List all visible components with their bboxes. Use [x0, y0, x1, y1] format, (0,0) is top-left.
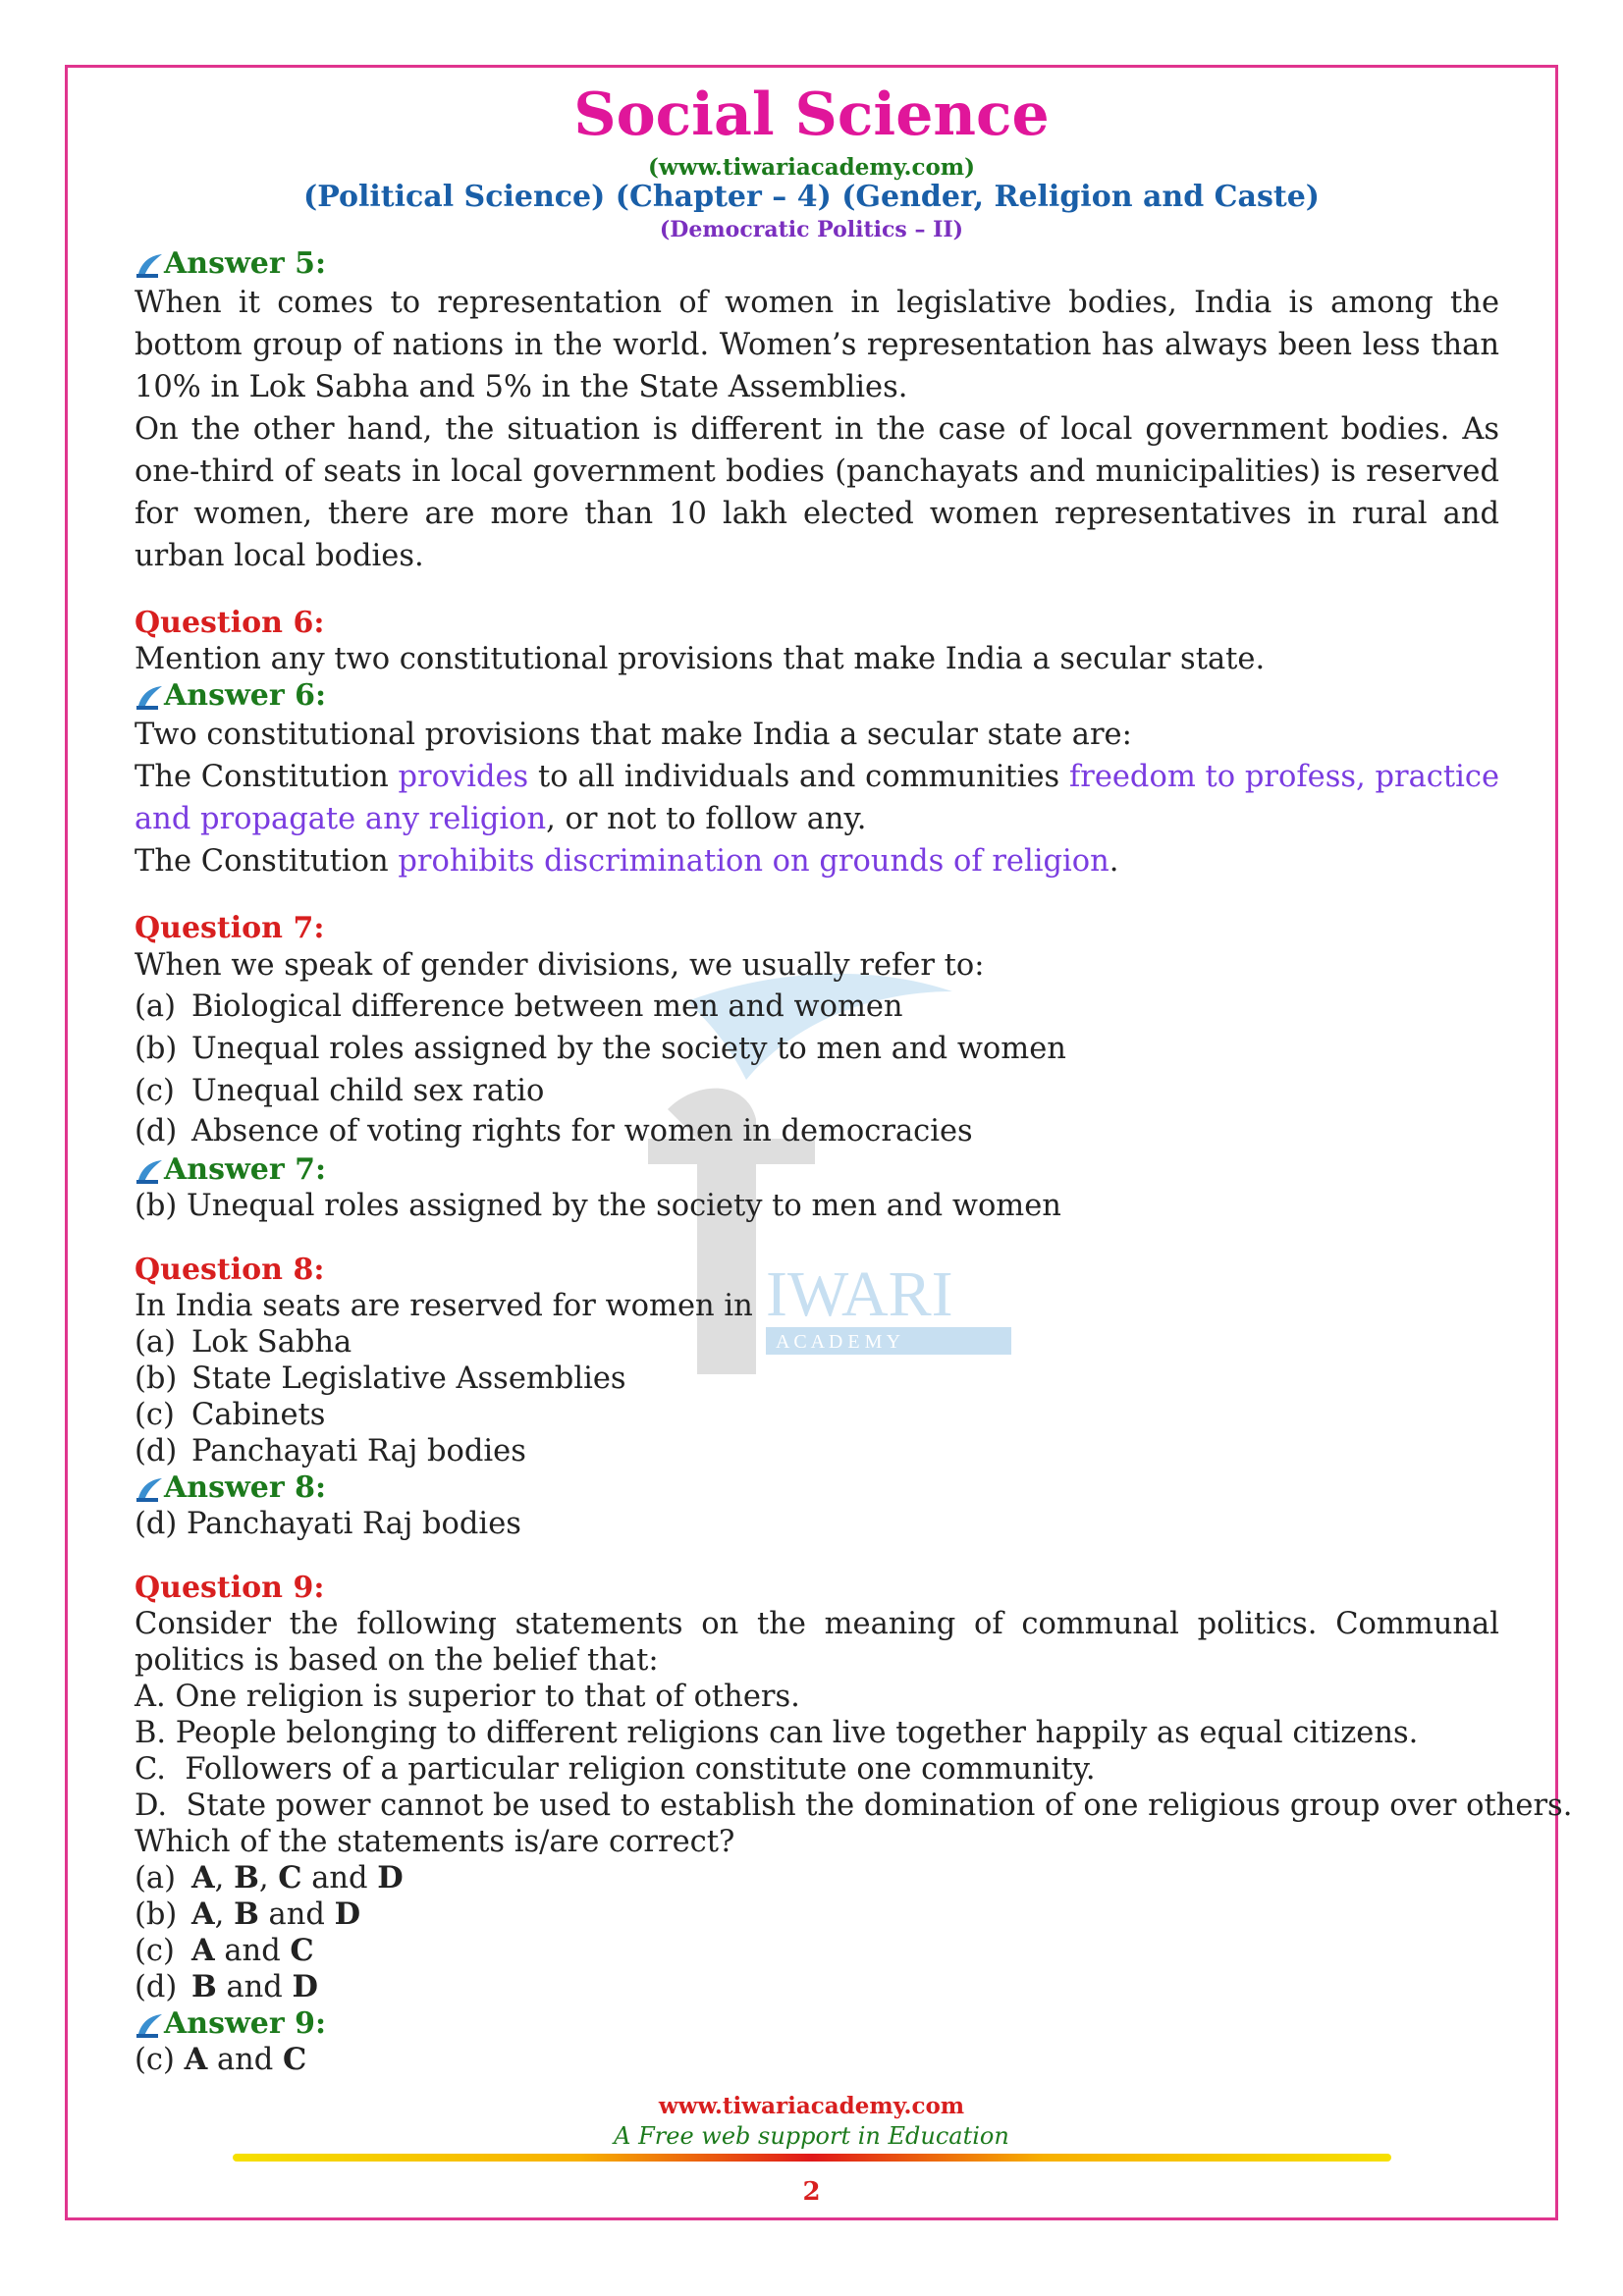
footer-website-link[interactable]: www.tiwariacademy.com — [658, 2093, 965, 2119]
question-8-option-a: (a) Lok Sabha — [135, 1325, 352, 1360]
footer-tagline: A Free web support in Education — [614, 2122, 1009, 2150]
question-7-option-c: (c) Unequal child sex ratio — [135, 1074, 545, 1108]
question-7-option-a: (a) Biological difference between men and women — [135, 989, 903, 1024]
question-8-option-d: (d) Panchayati Raj bodies — [135, 1434, 526, 1468]
answer-5-label: Answer 5: — [164, 246, 327, 281]
question-9-statement-c: C. Followers of a particular religion constitute one community. — [135, 1752, 1096, 1787]
answer-7-heading — [135, 1151, 1499, 1188]
question-8-heading: Question 8: — [135, 1253, 325, 1287]
answer-8-label: Answer 8: — [164, 1470, 327, 1505]
book-name: (Democratic Politics – II) — [659, 217, 964, 242]
question-8-option-c: (c) Cabinets — [135, 1398, 326, 1432]
answer-6-label: Answer 6: — [164, 678, 327, 713]
chapter-subtitle: (Political Science) (Chapter – 4) (Gender, Religion and Caste) — [303, 180, 1320, 214]
question-9-heading: Question 9: — [135, 1571, 325, 1605]
answer-9-label: Answer 9: — [164, 2006, 327, 2041]
page-title: Social Science — [573, 80, 1050, 149]
question-9-option-c: (c) A and C — [135, 1933, 314, 1968]
question-9-statement-b: B. People belonging to different religions can live together happily as equal citizens. — [135, 1716, 1419, 1750]
tiwari-feather-icon — [135, 2012, 164, 2040]
tiwari-feather-icon — [135, 1158, 164, 1186]
question-6-text: Mention any two constitutional provisions that make India a secular state. — [135, 642, 1266, 676]
header-website: (www.tiwariacademy.com) — [647, 154, 976, 181]
question-7-option-d: (d) Absence of voting rights for women in democracies — [135, 1114, 973, 1148]
watermark-sub: A C A D E M Y — [776, 1331, 901, 1353]
answer-8-heading — [135, 1469, 1499, 1506]
answer-5-paragraph-2: On the other hand, the situation is different in the case of local government bodies. As one-third of seats in local government bodies (panchayats and municipalities) is reserved for women, there are more than 10 lakh elected women representatives in rural and urban local bodies. — [135, 412, 1499, 573]
question-9-statement-d: D. State power cannot be used to establish the domination of one religious group over others. — [135, 1789, 1573, 1823]
answer-7-text: (b) Unequal roles assigned by the society to men and women — [135, 1189, 1061, 1223]
question-9-option-d: (d) B and D — [135, 1969, 318, 2004]
question-7-heading: Question 7: — [135, 911, 325, 945]
answer-6-provision-1: The Constitution provides to all individuals and communities freedom to profess, practice and propagate any religion, or not to follow any. — [135, 760, 1499, 836]
question-8-text: In India seats are reserved for women in — [135, 1289, 753, 1323]
answer-7-label: Answer 7: — [164, 1152, 327, 1187]
answer-9-heading — [135, 2005, 1499, 2042]
question-9-text: Consider the following statements on the meaning of communal politics. Communal politics is based on the belief that: — [135, 1607, 1499, 1678]
question-9-statement-a: A. One religion is superior to that of others. — [135, 1680, 800, 1714]
page-number: 2 — [802, 2177, 821, 2207]
footer-divider — [233, 2154, 1391, 2162]
question-9-option-a: (a) A, B, C and D — [135, 1860, 404, 1896]
answer-8-text: (d) Panchayati Raj bodies — [135, 1507, 521, 1541]
tiwari-feather-icon — [135, 1476, 164, 1504]
answer-5-heading — [135, 245, 1499, 282]
answer-9-text: (c) A and C — [135, 2042, 307, 2077]
answer-6-intro: Two constitutional provisions that make India a secular state are: — [135, 718, 1132, 752]
tiwari-feather-icon — [135, 252, 164, 280]
question-9-prompt: Which of the statements is/are correct? — [135, 1825, 735, 1859]
question-8-option-b: (b) State Legislative Assemblies — [135, 1362, 626, 1396]
question-7-option-b: (b) Unequal roles assigned by the society to men and women — [135, 1032, 1066, 1066]
question-6-heading: Question 6: — [135, 606, 325, 640]
answer-5-paragraph-1: When it comes to representation of women in legislative bodies, India is among the bottom group of nations in the world. Women’s representation has always been less than 10% in Lok Sabha and 5% in the State Assemblies. — [135, 286, 1499, 404]
answer-6-heading — [135, 677, 1499, 714]
tiwari-feather-icon — [135, 684, 164, 712]
question-7-text: When we speak of gender divisions, we usually refer to: — [135, 948, 985, 983]
question-9-option-b: (b) A, B and D — [135, 1896, 361, 1932]
watermark-word: IWARI — [766, 1258, 953, 1330]
document-body — [135, 245, 1573, 2078]
answer-6-provision-2: The Constitution prohibits discrimination on grounds of religion. — [135, 844, 1119, 879]
